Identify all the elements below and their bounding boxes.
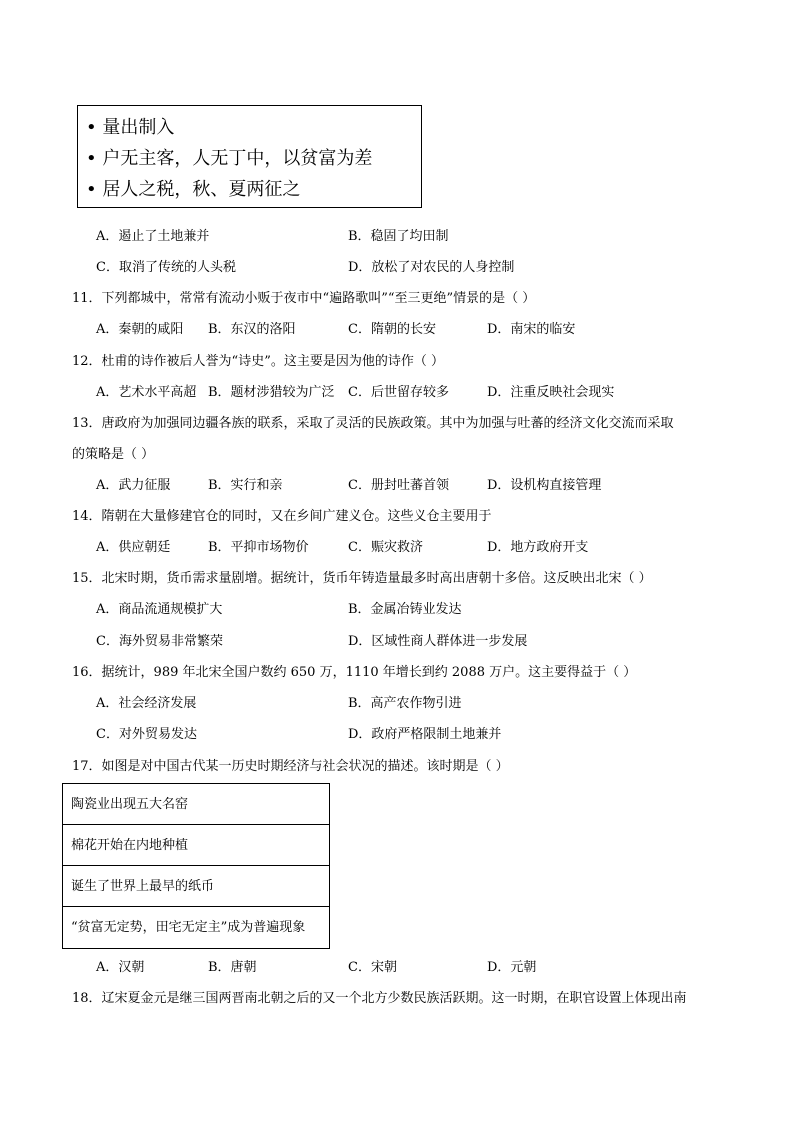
- q17-table-row-2: 棉花开始在内地种植: [63, 825, 329, 866]
- q17-stem: 17．如图是对中国古代某一历史时期经济与社会状况的描述。该时期是（ ）: [72, 759, 509, 774]
- q11-option-b[interactable]: B．东汉的洛阳: [208, 322, 296, 337]
- q17-table-row-4: “贫富无定势，田宅无定主”成为普遍现象: [71, 920, 306, 935]
- quote-line-3: • 居人之税，秋、夏两征之: [86, 179, 301, 200]
- q17-option-a[interactable]: A．汉朝: [96, 960, 145, 975]
- q13-stem-line-1: 13．唐政府为加强同边疆各族的联系，采取了灵活的民族政策。其中为加强与吐蕃的经济文化交流而采取: [72, 416, 674, 431]
- q11-option-a[interactable]: A．秦朝的咸阳: [96, 322, 184, 337]
- q15-stem: 15．北宋时期，货币需求量剧增。据统计，货币年铸造量最多时高出唐朝十多倍。这反映出北宋（ ）: [72, 571, 652, 586]
- q14-option-d[interactable]: D．地方政府开支: [487, 540, 589, 555]
- q14-option-b[interactable]: B．平抑市场物价: [208, 540, 309, 555]
- q14-option-c[interactable]: C．赈灾救济: [348, 540, 423, 555]
- q17-table-row-1: 陶瓷业出现五大名窑: [63, 784, 329, 825]
- q13-option-d[interactable]: D．设机构直接管理: [487, 478, 602, 493]
- q11-option-c[interactable]: C．隋朝的长安: [348, 322, 436, 337]
- q12-option-a[interactable]: A．艺术水平高超: [96, 385, 197, 400]
- q15-option-a[interactable]: A．商品流通规模扩大: [96, 602, 223, 617]
- q12-option-d[interactable]: D．注重反映社会现实: [487, 385, 615, 400]
- q17-option-d[interactable]: D．元朝: [487, 960, 537, 975]
- q14-stem: 14．隋朝在大量修建官仓的同时，又在乡间广建义仓。这些义仓主要用于: [72, 509, 492, 524]
- quote-line-2: • 户无主客，人无丁中，以贫富为差: [86, 148, 373, 169]
- q16-option-b[interactable]: B．高产农作物引进: [348, 696, 462, 711]
- q13-option-c[interactable]: C．册封吐蕃首领: [348, 478, 449, 493]
- q14-option-a[interactable]: A．供应朝廷: [96, 540, 171, 555]
- quote-line-1: • 量出制入: [86, 117, 175, 138]
- q17-table: [62, 783, 330, 949]
- q15-option-b[interactable]: B．金属冶铸业发达: [348, 602, 462, 617]
- quote-box: [77, 105, 422, 208]
- q13-option-b[interactable]: B．实行和亲: [208, 478, 283, 493]
- q11-stem: 11．下列都城中，常常有流动小贩于夜市中“遍路歌叫”“至三更绝”情景的是（ ）: [72, 291, 536, 306]
- q13-option-a[interactable]: A．武力征服: [96, 478, 171, 493]
- q16-option-a[interactable]: A．社会经济发展: [96, 696, 197, 711]
- q10-option-c[interactable]: C．取消了传统的人头税: [96, 260, 236, 275]
- q10-option-b[interactable]: B．稳固了均田制: [348, 229, 449, 244]
- q13-stem-line-2: 的策略是（ ）: [72, 447, 155, 462]
- q10-option-d[interactable]: D．放松了对农民的人身控制: [348, 260, 515, 275]
- q17-option-b[interactable]: B．唐朝: [208, 960, 257, 975]
- q16-option-d[interactable]: D．政府严格限制土地兼并: [348, 727, 502, 742]
- q15-option-d[interactable]: D．区域性商人群体进一步发展: [348, 634, 528, 649]
- q17-option-c[interactable]: C．宋朝: [348, 960, 397, 975]
- q11-option-d[interactable]: D．南宋的临安: [487, 322, 576, 337]
- q16-stem: 16．据统计，989 年北宋全国户数约 650 万，1110 年增长到约 2088 万户。这主要得益于（ ）: [72, 665, 637, 680]
- q15-option-c[interactable]: C．海外贸易非常繁荣: [96, 634, 223, 649]
- q16-option-c[interactable]: C．对外贸易发达: [96, 727, 197, 742]
- q10-option-a[interactable]: A．遏止了土地兼并: [96, 229, 210, 244]
- q12-option-c[interactable]: C．后世留存较多: [348, 385, 449, 400]
- q18-stem: 18．辽宋夏金元是继三国两晋南北朝之后的又一个北方少数民族活跃期。这一时期，在职官设置上体现出南: [72, 991, 687, 1006]
- q17-table-row-3: 诞生了世界上最早的纸币: [63, 866, 329, 907]
- q12-stem: 12．杜甫的诗作被后人誉为“诗史”。这主要是因为他的诗作（ ）: [72, 354, 444, 369]
- q12-option-b[interactable]: B．题材涉猎较为广泛: [208, 385, 335, 400]
